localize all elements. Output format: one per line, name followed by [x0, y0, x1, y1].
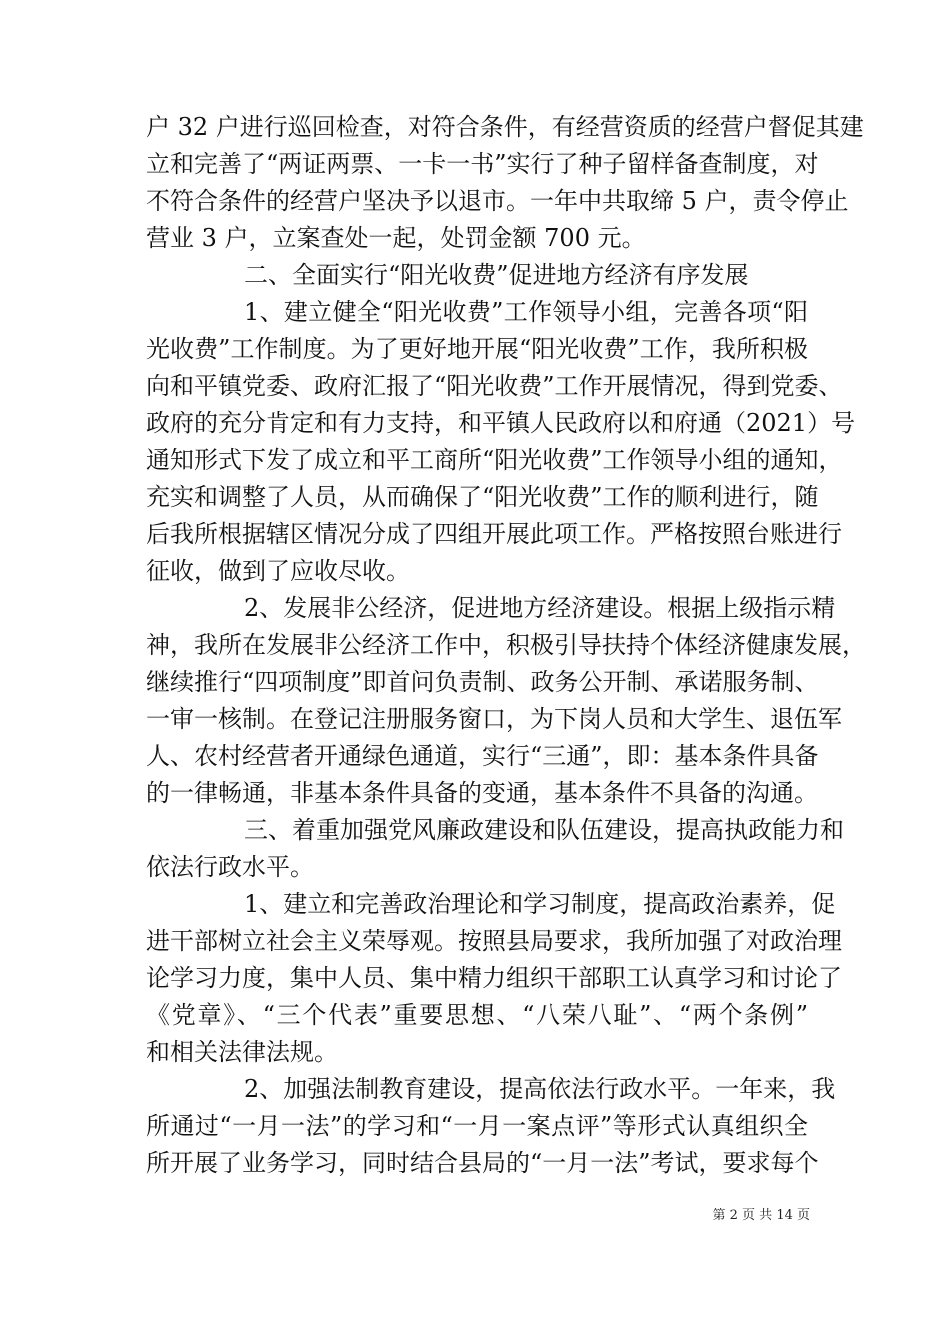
page-number: 第 2 页 共 14 页: [712, 1208, 810, 1223]
text-line: 二、全面实行“阳光收费”促进地方经济有序发展: [244, 261, 749, 289]
text-line: 征收，做到了应收尽收。: [146, 557, 410, 585]
text-line: 进干部树立社会主义荣辱观。按照县局要求，我所加强了对政治理: [146, 927, 842, 955]
text-line: 《党章》、“三个代表”重要思想、“八荣八耻”、“两个条例”: [146, 1001, 808, 1029]
text-line: 立和完善了“两证两票、一卡一书”实行了种子留样备查制度，对: [146, 150, 819, 178]
section-heading-party-building: [146, 812, 844, 886]
text-line: 论学习力度，集中人员、集中精力组织干部职工认真学习和讨论了: [146, 964, 842, 992]
text-line: 继续推行“四项制度”即首问负责制、政务公开制、承诺服务制、: [146, 668, 819, 696]
text-line: 1、建立和完善政治理论和学习制度，提高政治素养，促: [244, 890, 836, 918]
text-line: 和相关法律法规。: [146, 1038, 338, 1066]
text-line: 营业 3 户，立案查处一起，处罚金额 700 元。: [146, 224, 646, 252]
text-line: 2、加强法制教育建设，提高依法行政水平。一年来，我: [244, 1075, 836, 1103]
text-line: 神，我所在发展非公经济工作中，积极引导扶持个体经济健康发展，: [146, 631, 866, 659]
paragraph-legal-education: [146, 1071, 836, 1182]
section-heading-sunshine-fees: [146, 257, 808, 294]
paragraph-political-study: [146, 886, 842, 1071]
text-line: 2、发展非公经济，促进地方经济建设。根据上级指示精: [244, 594, 836, 622]
text-line: 1、建立健全“阳光收费”工作领导小组，完善各项“阳: [244, 298, 808, 326]
text-line: 向和平镇党委、政府汇报了“阳光收费”工作开展情况，得到党委、: [146, 372, 843, 400]
text-line: 后我所根据辖区情况分成了四组开展此项工作。严格按照台账进行: [146, 520, 842, 548]
text-line: 充实和调整了人员，从而确保了“阳光收费”工作的顺利进行，随: [146, 483, 819, 511]
text-line: 所开展了业务学习，同时结合县局的“一月一法”考试，要求每个: [146, 1149, 819, 1177]
text-line: 政府的充分肯定和有力支持，和平镇人民政府以和府通（2021）号: [146, 409, 856, 437]
text-line: 人、农村经营者开通绿色通道，实行“三通”，即：基本条件具备: [146, 742, 819, 770]
text-line: 所通过“一月一法”的学习和“一月一案点评”等形式认真组织全: [146, 1112, 808, 1140]
text-line: 一审一核制。在登记注册服务窗口，为下岗人员和大学生、退伍军: [146, 705, 842, 733]
text-line: 户 32 户进行巡回检查，对符合条件，有经营资质的经营户督促其建: [146, 113, 864, 141]
paragraph-sunshine-fees-leadership: [146, 294, 856, 590]
text-line: 不符合条件的经营户坚决予以退市。一年中共取缔 5 户，责令停止: [146, 187, 849, 215]
text-line: 三、着重加强党风廉政建设和队伍建设，提高执政能力和: [244, 816, 844, 844]
text-line: 的一律畅通，非基本条件具备的变通，基本条件不具备的沟通。: [146, 779, 818, 807]
text-line: 光收费”工作制度。为了更好地开展“阳光收费”工作，我所积极: [146, 335, 808, 363]
text-line: 通知形式下发了成立和平工商所“阳光收费”工作领导小组的通知，: [146, 446, 843, 474]
document-body: [146, 109, 866, 1182]
text-line: 依法行政水平。: [146, 853, 314, 881]
paragraph-non-public-economy: [146, 590, 866, 812]
paragraph-inspection-summary: [146, 109, 864, 257]
